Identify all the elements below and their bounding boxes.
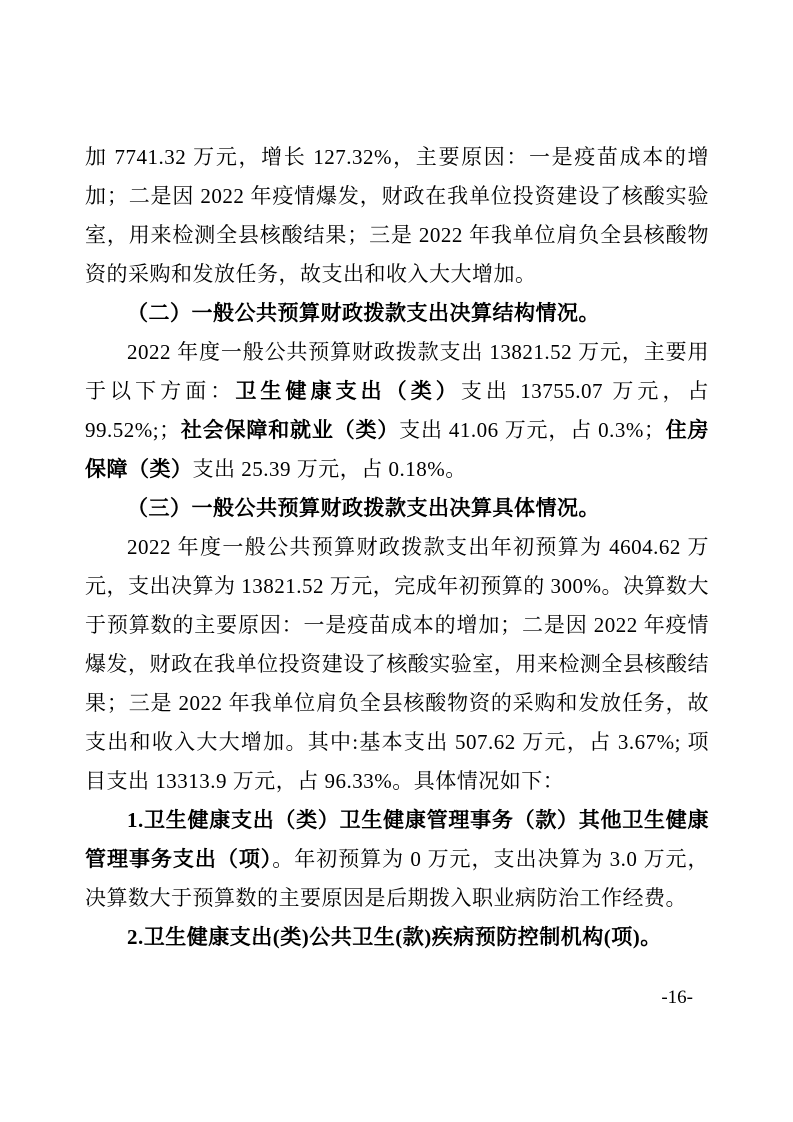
page-number: -16-: [661, 987, 693, 1008]
paragraph: [85, 138, 709, 294]
bold-text-segment: 住房保障（类）: [85, 418, 710, 481]
document-body: [85, 138, 709, 957]
paragraph: [85, 918, 709, 957]
body-text-segment: 2022 年度一般公共预算财政拨款支出 13821.52 万元，主要用于以下方面：: [85, 340, 709, 403]
body-text-segment: 。年初预算为 0 万元，支出决算为 3.0 万元，决算数大于预算数的主要原因是后期拨入职业病防治工作经费。: [85, 847, 710, 910]
bold-text-segment: （三）一般公共预算财政拨款支出决算具体情况。: [127, 496, 600, 520]
paragraph: [85, 801, 709, 918]
bold-text-segment: 1.卫生健康支出（类）卫生健康管理事务（款）其他卫生健康管理事务支出（项）: [85, 808, 709, 871]
body-text-segment: 支出 41.06 万元，占 0.3%；: [399, 418, 666, 442]
body-text-segment: 支出 25.39 万元，占 0.18%。: [192, 457, 467, 481]
section-heading: [85, 294, 709, 333]
bold-text-segment: 社会保障和就业（类）: [180, 418, 400, 442]
body-text-segment: 2022 年度一般公共预算财政拨款支出年初预算为 4604.62 万元，支出决算为 13821.52 万元，完成年初预算的 300%。决算数大于预算数的主要原因：一是疫苗成本的增加；二是因 2022 年疫情爆发，财政在我单位投资建设了核酸实验室，用来检测全县核酸结果；三是 2022 年我单位肩负全县核酸物资的采购和发放任务，故支出和收入大大增加。其中:基本支出 507.62 万元，占 3.67%; 项目支出 13313.9 万元，占 96.33%。具体情况如下：: [85, 535, 709, 793]
paragraph: [85, 333, 709, 489]
paragraph: [85, 528, 709, 801]
body-text-segment: 支出 13755.07 万元，占 99.52%;；: [85, 379, 710, 442]
bold-text-segment: （二）一般公共预算财政拨款支出决算结构情况。: [127, 301, 600, 325]
body-text-segment: 加 7741.32 万元，增长 127.32%，主要原因：一是疫苗成本的增加；二是因 2022 年疫情爆发，财政在我单位投资建设了核酸实验室，用来检测全县核酸结果；三是 2022 年我单位肩负全县核酸物资的采购和发放任务，故支出和收入大大增加。: [85, 145, 709, 286]
section-heading: [85, 489, 709, 528]
bold-text-segment: 2.卫生健康支出(类)公共卫生(款)疾病预防控制机构(项)。: [127, 925, 662, 949]
bold-text-segment: 卫生健康支出（类）: [235, 379, 461, 403]
